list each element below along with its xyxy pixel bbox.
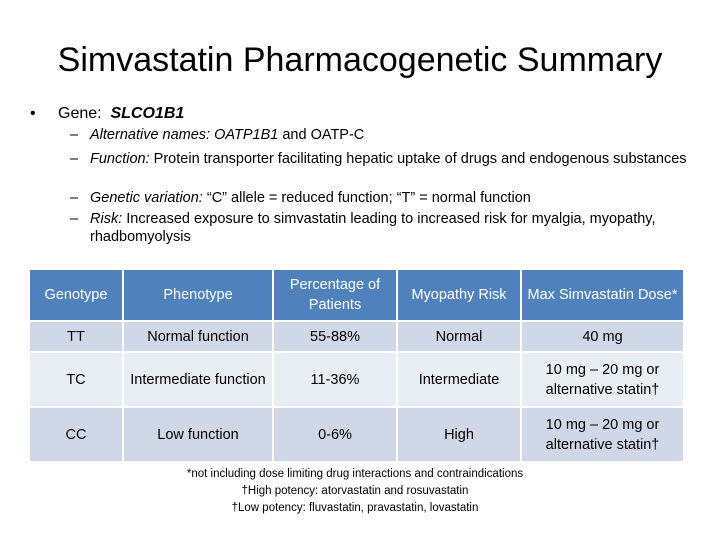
genotype-table <box>30 270 683 461</box>
page-title: Simvastatin Pharmacogenetic Summary <box>57 41 663 79</box>
footnote-low-potency: †Low potency: fluvastatin, pravastatin, lovastatin <box>231 502 479 514</box>
detail-text: Protein transporter facilitating hepatic uptake of drugs and endogenous substances <box>149 151 687 167</box>
cell-dose: 40 mg <box>520 320 683 351</box>
gene-name: SLCO1B1 <box>110 105 185 122</box>
detail-text: Increased exposure to simvastatin leading to increased risk for myalgia, myopathy, rhadbomyolysis <box>90 211 656 245</box>
header-phenotype: Phenotype <box>122 270 272 320</box>
detail-function: – Function: Protein transporter facilitating hepatic uptake of drugs and endogenous substances <box>70 151 687 167</box>
table-row <box>30 351 683 406</box>
footnotes <box>150 466 560 517</box>
gene-label: Gene: <box>58 105 102 122</box>
detail-italic-text: OATP1B1 <box>214 127 279 143</box>
cell-percentage: 0-6% <box>272 406 396 461</box>
detail-label: Alternative names: <box>90 127 211 143</box>
cell-risk: Normal <box>396 320 520 351</box>
detail-text: “C” allele = reduced function; “T” = normal function <box>202 190 531 206</box>
bullet-dot: • <box>30 105 36 122</box>
cell-genotype: TC <box>30 351 122 406</box>
cell-percentage: 55-88% <box>272 320 396 351</box>
cell-phenotype: Intermediate function <box>122 351 272 406</box>
footnote-high-potency: †High potency: atorvastatin and rosuvastatin <box>241 485 469 497</box>
cell-genotype: TT <box>30 320 122 351</box>
header-genotype: Genotype <box>30 270 122 320</box>
header-max-dose: Max Simvastatin Dose* <box>520 270 683 320</box>
table-header-row <box>30 270 683 320</box>
cell-risk: High <box>396 406 520 461</box>
detail-label: Risk: <box>90 211 123 227</box>
table-row <box>30 320 683 351</box>
detail-alternative-names: – Alternative names: OATP1B1 and OATP-C <box>70 127 365 143</box>
header-percentage: Percentage of Patients <box>272 270 396 320</box>
cell-dose: 10 mg – 20 mg or alternative statin† <box>520 406 683 461</box>
cell-percentage: 11-36% <box>272 351 396 406</box>
cell-phenotype: Normal function <box>122 320 272 351</box>
cell-genotype: CC <box>30 406 122 461</box>
detail-label: Function: <box>90 151 150 167</box>
cell-phenotype: Low function <box>122 406 272 461</box>
table-row <box>30 406 683 461</box>
detail-genetic-variation: – Genetic variation: “C” allele = reduced function; “T” = normal function <box>70 190 531 206</box>
detail-label: Genetic variation: <box>90 190 203 206</box>
cell-risk: Intermediate <box>396 351 520 406</box>
detail-risk: – Risk: Increased exposure to simvastatin leading to increased risk for myalgia, myopathy, rhadbomyolysis <box>70 211 656 245</box>
gene-bullet <box>30 104 184 124</box>
detail-text: and OATP-C <box>278 127 365 143</box>
cell-dose: 10 mg – 20 mg or alternative statin† <box>520 351 683 406</box>
header-myopathy-risk: Myopathy Risk <box>396 270 520 320</box>
footnote-dose: *not including dose limiting drug interactions and contraindications <box>186 468 524 480</box>
